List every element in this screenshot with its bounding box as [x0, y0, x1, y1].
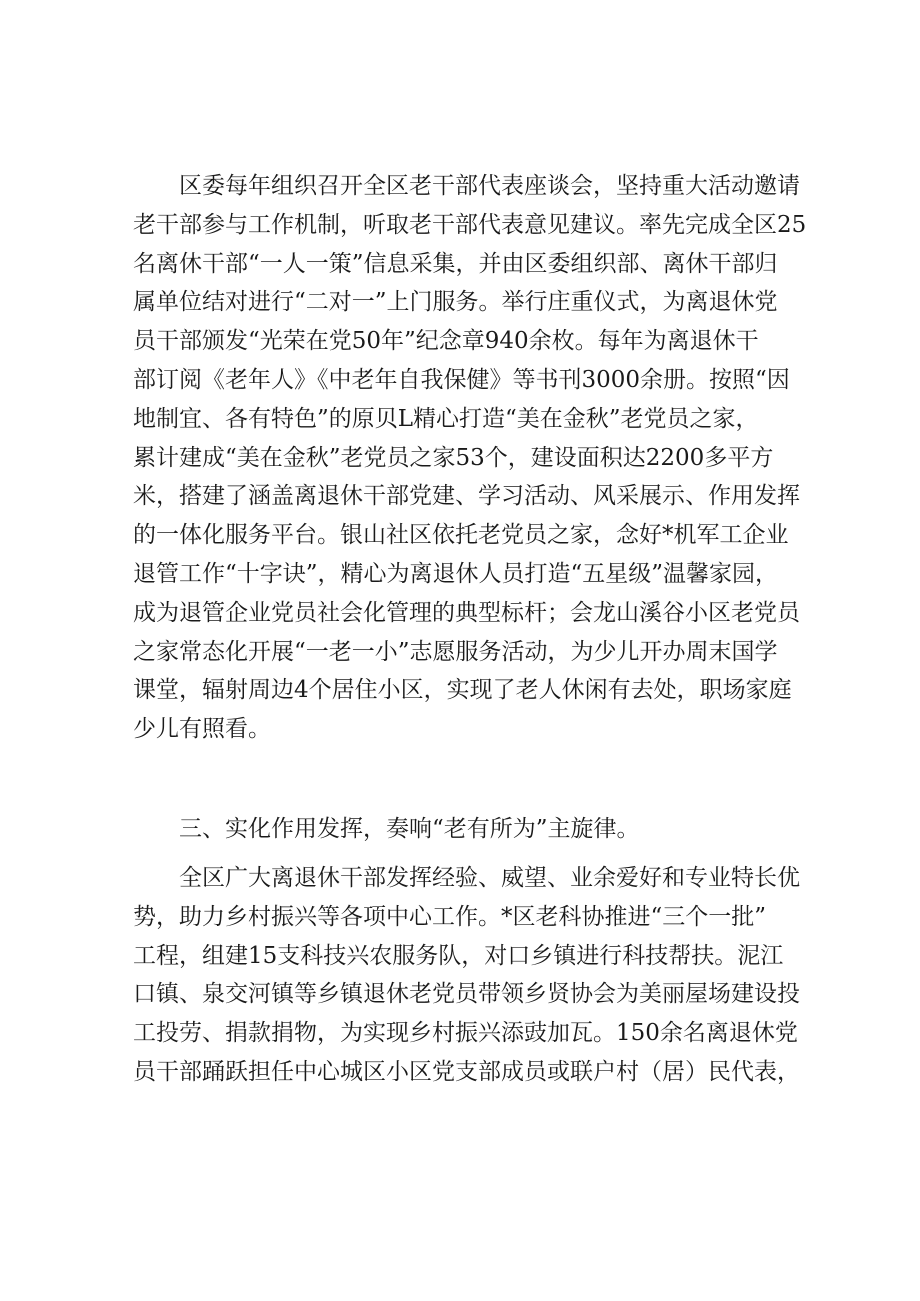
paragraph-line: 退管工作“十字诀”，精心为离退休人员打造“五星级”温馨家园， — [133, 560, 779, 587]
paragraph-line: 员干部踊跃担任中心城区小区党支部成员或联户村（居）民代表， — [133, 1058, 800, 1085]
paragraph-line: 属单位结对进行“二对一”上门服务。举行庄重仪式，为离退休党 — [133, 289, 778, 316]
paragraph-line: 成为退管企业党员社会化管理的典型标杆；会龙山溪谷小区老党员 — [133, 599, 800, 626]
paragraph-line: 老干部参与工作机制，听取老干部代表意见建议。率先完成全区25 — [133, 211, 807, 238]
section-heading-text: 三、实化作用发挥，奏响“老有所为”主旋律。 — [133, 816, 640, 842]
paragraph-line: 口镇、泉交河镇等乡镇退休老党员带领乡贤协会为美丽屋场建设投 — [133, 981, 800, 1008]
paragraph-line: 之家常态化开展“一老一小”志愿服务活动，为少儿开办周末国学 — [133, 638, 778, 665]
paragraph-line: 员干部颁发“光荣在党50年”纪念章940余枚。每年为离退休干 — [133, 328, 759, 355]
paragraph-line: 地制宜、各有特色”的原贝L精心打造“美在金秋”老党员之家， — [133, 405, 759, 432]
paragraph-line: 名离休干部“一人一策”信息采集，并由区委组织部、离休干部归 — [133, 250, 778, 277]
paragraph-line: 少儿有照看。 — [133, 716, 271, 743]
paragraph-line: 课堂，辐射周边4个居住小区，实现了老人休闲有去处，职场家庭 — [133, 677, 792, 704]
section-heading — [133, 810, 833, 849]
paragraph-line: 累计建成“美在金秋”老党员之家53个，建设面积达2200多平方 — [133, 444, 774, 471]
paragraph-line: 工投劳、捐款捐物，为实现乡村振兴添豉加瓦。150余名离退休党 — [133, 1020, 798, 1047]
paragraph-line: 工程，组建15支科技兴农服务队，对口乡镇进行科技帮扶。泥江 — [133, 942, 784, 969]
paragraph-line: 区委每年组织召开全区老干部代表座谈会，坚持重大活动邀请 — [133, 173, 800, 199]
paragraph-line: 全区广大离退休干部发挥经验、威望、业余爱好和专业特长优 — [133, 865, 800, 891]
paragraph-2 — [133, 859, 833, 1092]
paragraph-1 — [133, 167, 833, 749]
paragraph-line: 米，搭建了涵盖离退休干部党建、学习活动、风采展示、作用发挥 — [133, 483, 800, 510]
paragraph-line: 部订阅《老年人》《中老年自我保健》等书刊3000余册。按照“因 — [133, 366, 790, 393]
paragraph-line: 势，助力乡村振兴等各项中心工作。*区老科协推进“三个一批” — [133, 903, 767, 930]
paragraph-line: 的一体化服务平台。银山社区依托老党员之家，念好*机军工企业 — [133, 522, 789, 549]
